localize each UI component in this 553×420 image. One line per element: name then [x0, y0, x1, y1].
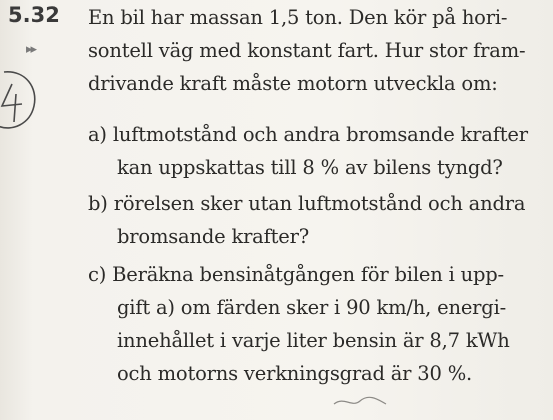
intro-line: drivande kraft måste motorn utveckla om:: [88, 72, 498, 95]
double-arrow-icon: ▸▸: [26, 42, 36, 57]
subquestion-line: innehållet i varje liter bensin är 8,7 kWh: [117, 329, 510, 352]
subquestion-label: c): [88, 263, 107, 286]
subquestion-a: [88, 118, 528, 184]
subquestion-line: bromsande krafter?: [117, 225, 309, 248]
subquestion-line: gift a) om färden sker i 90 km/h, energi-: [117, 296, 507, 319]
intro-line: sontell väg med konstant fart. Hur stor fram-: [88, 39, 526, 62]
subquestion-label: b): [88, 192, 108, 215]
subquestion-line: kan uppskattas till 8 % av bilens tyngd?: [117, 156, 503, 179]
handwritten-circle-mark: [0, 66, 42, 134]
problem-intro: [88, 1, 525, 100]
subquestion-c: [88, 258, 510, 390]
subquestion-label: a): [88, 123, 107, 146]
subquestion-line: och motorns verkningsgrad är 30 %.: [117, 362, 473, 385]
pencil-scribble: [330, 392, 390, 412]
subquestion-line: luftmotstånd och andra bromsande krafter: [112, 123, 528, 146]
problem-number: 5.32: [8, 3, 60, 27]
intro-line: En bil har massan 1,5 ton. Den kör på hori-: [88, 6, 508, 29]
subquestion-line: rörelsen sker utan luftmotstånd och andra: [113, 192, 526, 215]
subquestion-b: [88, 187, 525, 253]
subquestion-line: Beräkna bensinåtgången för bilen i upp-: [112, 263, 504, 286]
